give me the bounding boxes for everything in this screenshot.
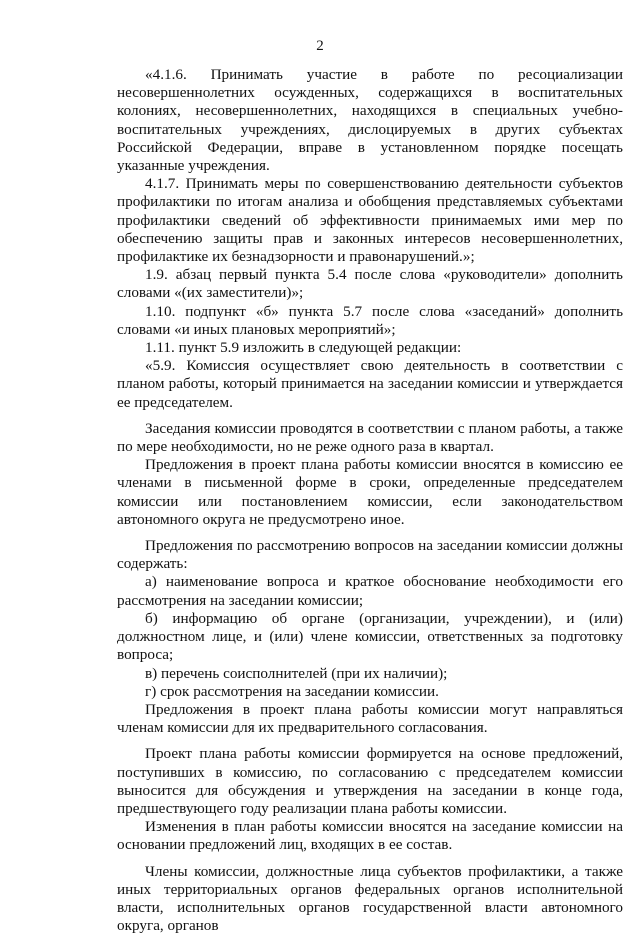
paragraph-meetings: Заседания комиссии проводятся в соответствии с планом работы, а также по мере необходимости, но не реже одного раза в квартал. [117,419,623,456]
paragraph-5-9: «5.9. Комиссия осуществляет свою деятельность в соответствии с планом работы, который принимается на заседании комиссии и утверждается ее председателем. [117,357,623,411]
list-item-b: б) информацию об органе (организации, учреждении), и (или) должностном лице, и (или) члене комиссии, ответственных за подготовку вопроса; [117,609,623,664]
paragraph-1-9: 1.9. абзац первый пункта 5.4 после слова «руководители» дополнить словами «(их заместители)»; [117,266,623,302]
paragraph-preliminary-approval: Предложения в проект плана работы комиссии могут направляться членам комиссии для их предварительного согласования. [117,700,623,737]
paragraph-commission-members: Члены комиссии, должностные лица субъектов профилактики, а также иных территориальных органов федеральных органов исполнительной власти, исполнительных органов государственной власти автономного округа, органов [117,862,623,935]
paragraph-plan-changes: Изменения в план работы комиссии вносятся на заседание комиссии на основании предложений лиц, входящих в ее состав. [117,818,623,854]
page-number: 2 [316,38,324,54]
list-item-a: а) наименование вопроса и краткое обоснование необходимости его рассмотрения на заседании комиссии; [117,573,623,609]
list-item-v: в) перечень соисполнителей (при их наличии); [145,664,448,682]
paragraph-1-10: 1.10. подпункт «б» пункта 5.7 после слова «заседаний» дополнить словами «и иных плановых мероприятий»; [117,302,623,338]
paragraph-plan-draft: Проект плана работы комиссии формируется на основе предложений, поступивших в комиссию, по согласованию с председателем комиссии выносится для обсуждения и утверждения на заседании в конце года, предшествующего году реализации плана работы комиссии. [117,745,623,817]
list-item-g: г) срок рассмотрения на заседании комиссии. [145,682,439,700]
paragraph-4-1-6: «4.1.6. Принимать участие в работе по ресоциализации несовершеннолетних осужденных, содержащихся в воспитательных колониях, несовершеннолетних, находящихся в специальных учебно-воспитательных учреждениях, дислоцируемых в других субъектах Российской Федерации, вправе в установленном порядке посещать указанные учреждения. [117,66,623,175]
paragraph-1-11: 1.11. пункт 5.9 изложить в следующей редакции: [145,339,462,357]
document-body [117,66,623,935]
paragraph-4-1-7: 4.1.7. Принимать меры по совершенствованию деятельности субъектов профилактики по итогам анализа и обобщения представляемых субъектами профилактики сведений об эффективности принимаемых ими мер по обеспечению защиты прав и законных интересов несовершеннолетних, профилактике их безнадзорности и правонарушений.»; [117,175,623,266]
paragraph-proposals: Предложения в проект плана работы комиссии вносятся в комиссию ее членами в письменной форме в сроки, определенные председателем комиссии или постановлением комиссии, если законодательством автономного округа не предусмотрено иное. [117,456,623,528]
paragraph-proposal-content: Предложения по рассмотрению вопросов на заседании комиссии должны содержать: [117,537,623,573]
